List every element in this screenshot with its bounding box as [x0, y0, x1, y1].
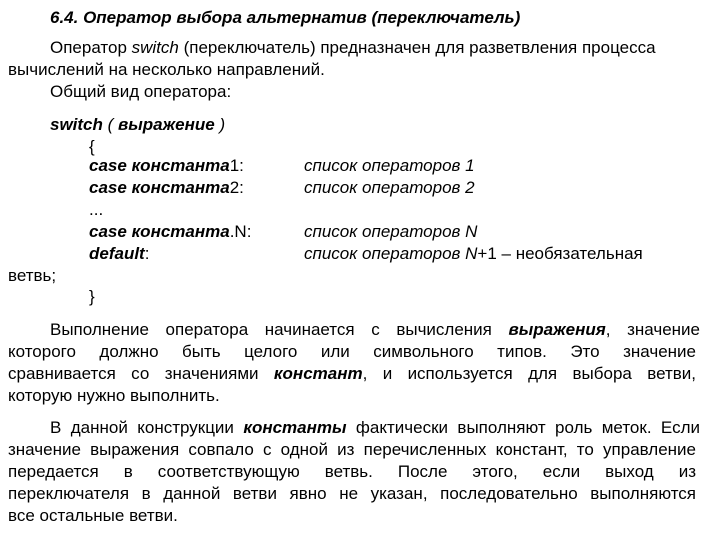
section-title: 6.4. Оператор выбора альтернатив (переключатель) [50, 8, 521, 27]
emphasis-expression: выражения [508, 320, 606, 339]
intro-text: (переключатель) предназначен для разветвления процесса [178, 38, 656, 57]
code-switch-keyword: switch [50, 115, 103, 134]
code-case-keyword: case [89, 222, 127, 241]
para2-line-4: переключателя в данной ветви явно не указан, последовательно выполняются [8, 484, 696, 503]
code-constant-index: .N: [229, 222, 252, 241]
para2-line-3: передается в соответствующую ветвь. После этого, если выход из [8, 462, 696, 481]
code-statement-index: N [465, 222, 478, 241]
intro-line-1 [50, 38, 656, 58]
para-text: Выполнение оператора начинается с вычисления [50, 320, 509, 339]
intro-line-2: вычислений на несколько направлений. [8, 60, 325, 79]
code-ellipsis: ... [89, 200, 104, 219]
code-wrap-text: ветвь; [8, 266, 57, 285]
intro-text: Оператор [50, 38, 132, 57]
para1-line-2: которого должно быть целого или символьного типов. Это значение [8, 342, 696, 361]
para-text: , значение [605, 320, 700, 339]
code-constant-index: 1: [229, 156, 244, 175]
code-statement-index: N [465, 244, 478, 263]
code-case-keyword: case [89, 156, 127, 175]
code-optional-note: +1 – необязательная [477, 244, 643, 263]
code-constant: константа [131, 222, 230, 241]
emphasis-constants: константы [243, 418, 347, 437]
code-case-keyword: case [89, 178, 127, 197]
code-brace-open: { [89, 137, 95, 156]
para1-line-4: которую нужно выполнить. [8, 386, 220, 405]
code-case-1 [89, 156, 709, 176]
para-text: фактически выполняют роль меток. Если [346, 418, 700, 437]
switch-keyword: switch [131, 38, 179, 57]
para1-line-1 [50, 320, 700, 340]
code-paren: ) [214, 115, 226, 134]
code-paren: ( [102, 115, 119, 134]
code-statement-list: список операторов 2 [304, 178, 475, 197]
emphasis-constants: констант [273, 364, 363, 383]
code-constant: константа [131, 156, 230, 175]
para2-line-2: значение выражения совпало с одной из перечисленных констант, то управление [8, 440, 696, 459]
code-expression: выражение [118, 115, 215, 134]
code-statement-list: список операторов [304, 222, 466, 241]
para-text: сравнивается со значениями [8, 364, 274, 383]
code-default-keyword: default [89, 244, 145, 263]
code-colon: : [144, 244, 150, 263]
para1-line-3 [8, 364, 696, 384]
code-case-2 [89, 178, 709, 198]
code-case-n [89, 222, 709, 242]
para-text: В данной конструкции [50, 418, 244, 437]
code-default [89, 244, 709, 264]
para-text: , и используется для выбора ветви, [362, 364, 696, 383]
code-statement-list: список операторов [304, 244, 466, 263]
para2-line-5: все остальные ветви. [8, 506, 178, 525]
code-constant: константа [131, 178, 230, 197]
code-constant-index: 2: [229, 178, 244, 197]
para2-line-1 [50, 418, 700, 438]
code-statement-list: список операторов 1 [304, 156, 475, 175]
intro-line-3: Общий вид оператора: [50, 82, 232, 101]
code-switch-line [50, 115, 225, 135]
code-brace-close: } [89, 287, 95, 306]
